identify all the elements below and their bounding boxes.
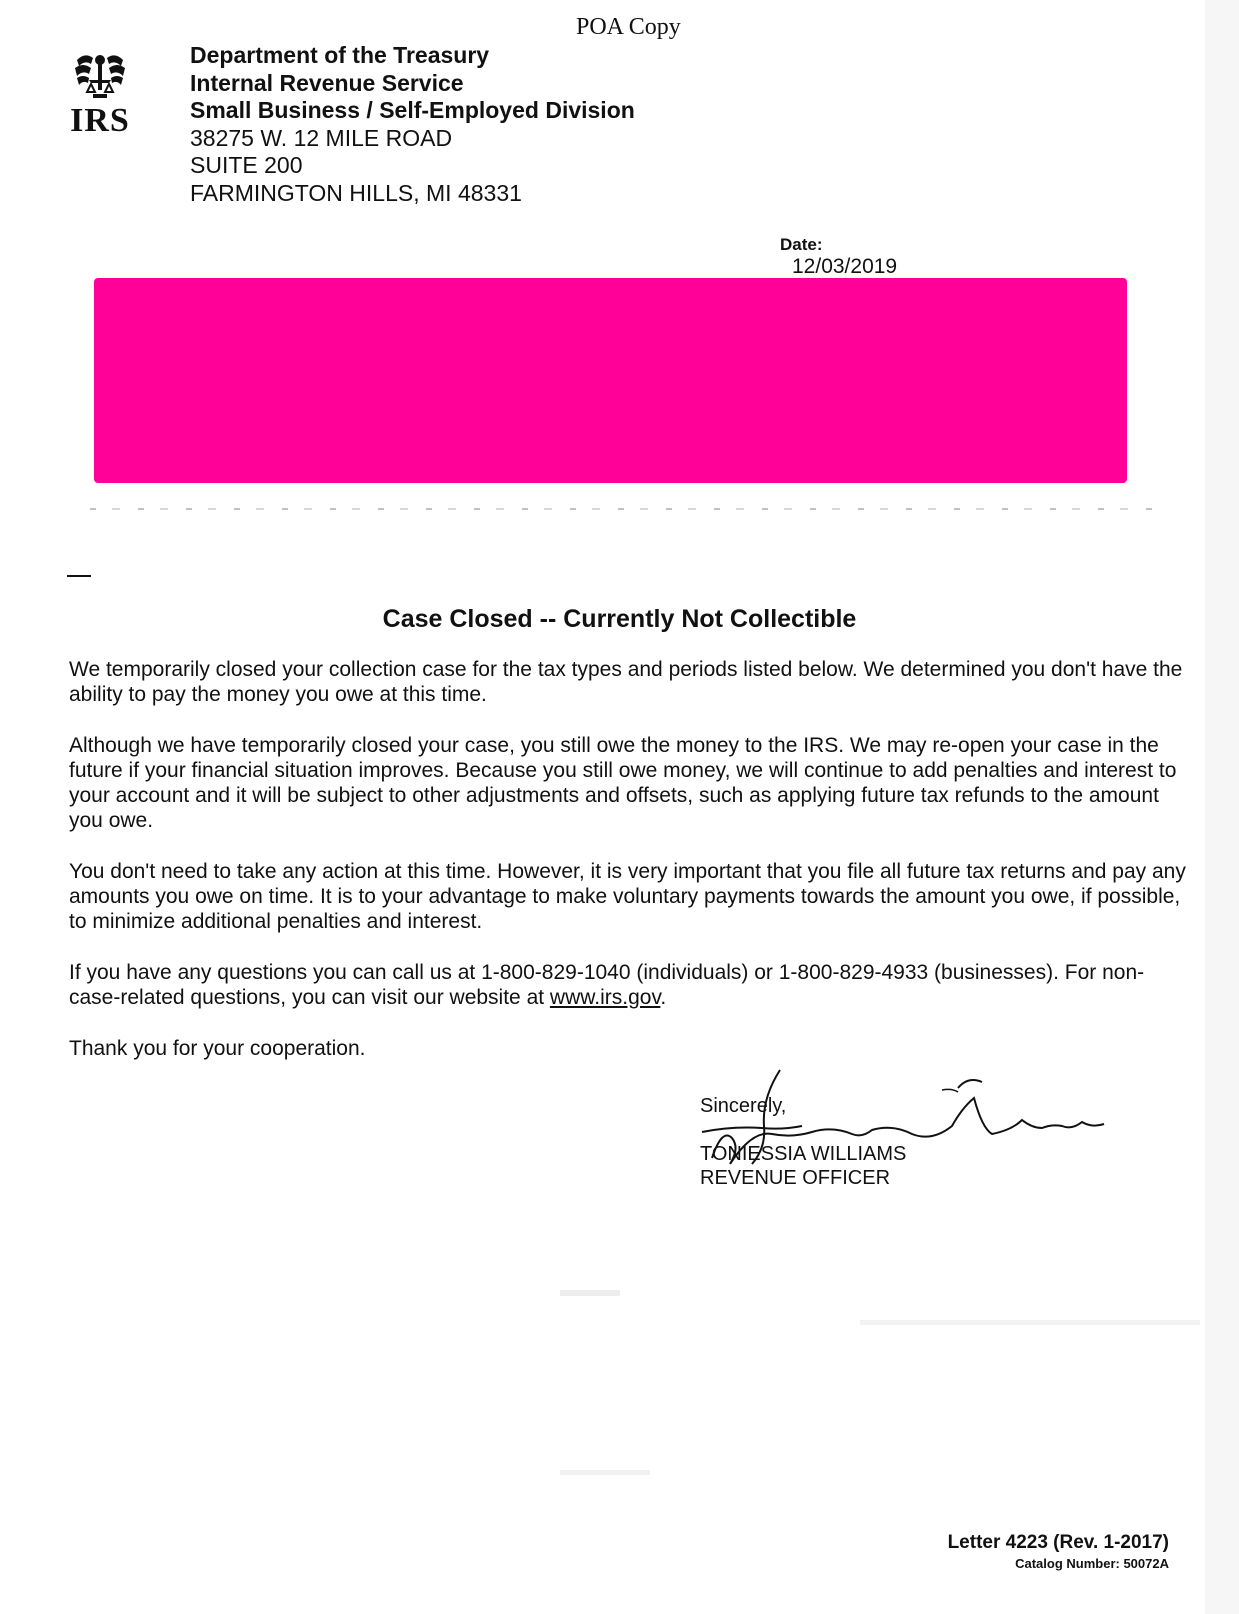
address-line-3: FARMINGTON HILLS, MI 48331 xyxy=(190,179,522,206)
closing-thanks: Thank you for your cooperation. xyxy=(69,1037,366,1060)
address-line-1: 38275 W. 12 MILE ROAD xyxy=(190,124,453,151)
irs-logo xyxy=(64,50,136,140)
scan-noise xyxy=(560,1290,620,1296)
sender-address-block xyxy=(190,42,635,207)
valediction: Sincerely, xyxy=(700,1095,787,1117)
irs-website-link[interactable]: www.irs.gov xyxy=(549,986,661,1009)
scan-artifact-line xyxy=(90,508,1160,510)
scan-noise xyxy=(860,1320,1200,1325)
body-paragraph-1: We temporarily closed your collection case for the tax types and periods listed below. We determined you don't have the ability to pay the money you owe at this time. xyxy=(69,658,1183,706)
letter-body xyxy=(69,657,1189,1087)
scan-noise xyxy=(560,1470,650,1475)
letter-title: Case Closed -- Currently Not Collectible xyxy=(382,605,857,633)
poa-copy-stamp: POA Copy xyxy=(576,14,681,40)
officer-title: REVENUE OFFICER xyxy=(700,1167,891,1189)
officer-name: TONIESSIA WILLIAMS xyxy=(700,1143,907,1165)
questions-text: If you have any questions you can call us at 1-800-829-1040 (individuals) or 1-800-829-4933 (businesses). For non-case-related questions, you can visit our website at xyxy=(69,961,1145,1009)
date-value: 12/03/2019 xyxy=(792,255,898,278)
body-paragraph-3: You don't need to take any action at this time. However, it is very important that you file all future tax returns and pay any amounts you owe on time. It is to your advantage to make voluntary payments towards the amount you owe, if possible, to minimize additional penalties and interest. xyxy=(69,860,1186,933)
letter-footer xyxy=(948,1532,1169,1571)
signature-block xyxy=(700,1094,906,1190)
catalog-number: Catalog Number: 50072A xyxy=(1015,1556,1169,1571)
body-paragraph-2: Although we have temporarily closed your case, you still owe the money to the IRS. We may re-open your case in the future if your financial situation improves. Because you still owe money, we will continue to add penalties and interest to your account and it will be subject to other adjustments and offsets, such as applying future tax refunds to the amount you owe. xyxy=(69,734,1177,832)
fold-mark xyxy=(67,575,91,577)
agency-name: Internal Revenue Service xyxy=(190,69,464,96)
redacted-recipient-block xyxy=(94,278,1127,483)
letter-number: Letter 4223 (Rev. 1-2017) xyxy=(947,1532,1169,1553)
division-name: Small Business / Self-Employed Division xyxy=(190,97,635,123)
scan-noise xyxy=(1205,0,1239,1614)
date-label: Date: xyxy=(780,235,823,254)
body-paragraph-4 xyxy=(69,960,1189,1010)
date-block xyxy=(780,235,897,279)
department-name: Department of the Treasury xyxy=(190,42,490,68)
irs-eagle-icon xyxy=(69,50,131,100)
address-line-2: SUITE 200 xyxy=(190,152,303,178)
questions-text-end: . xyxy=(660,986,667,1009)
irs-logo-text: IRS xyxy=(70,102,130,139)
